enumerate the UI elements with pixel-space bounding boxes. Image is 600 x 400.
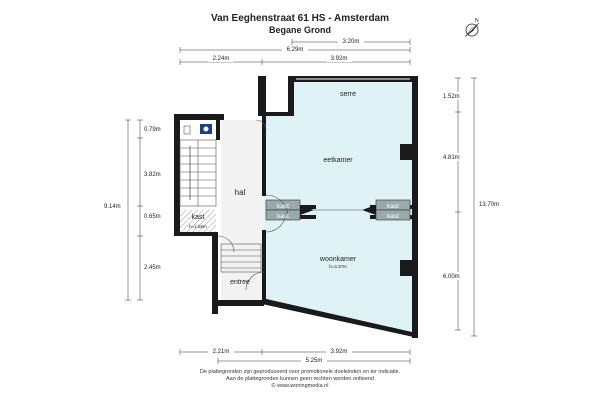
dim-top-d: 3.92m: [330, 56, 348, 62]
compass-icon: [465, 18, 479, 37]
entree-fill: [221, 272, 264, 300]
room-label-kast-2: kast: [277, 203, 289, 210]
dim-right-a: 1.52m: [443, 94, 460, 100]
room-label-kast-3: kast: [277, 213, 289, 220]
room-label-kast-4: kast: [387, 203, 399, 210]
dim-left-a: 0.79m: [144, 127, 161, 133]
dim-top-a: 3.20m: [342, 39, 360, 45]
dim-top-b: 6.29m: [286, 47, 304, 53]
room-label-hal: hal: [234, 188, 246, 197]
copyright-line: © www.woningmedia.nl: [271, 383, 329, 389]
dim-left-b: 3.82m: [144, 172, 161, 178]
room-label-entree: entree: [230, 279, 250, 286]
dim-right-c: 13.70m: [479, 202, 500, 208]
dim-bottom-a: 2.21m: [212, 349, 230, 355]
plan-title: Van Eeghenstraat 61 HS - Amsterdam: [210, 13, 390, 24]
dim-left-d: 0.65m: [144, 214, 161, 220]
dim-bottom-b: 3.92m: [330, 349, 348, 355]
staircase-upper: [180, 140, 216, 206]
room-label-kast-left: kast: [191, 214, 205, 221]
room-label-woonkamer: woonkamer: [319, 256, 357, 263]
room-label-eetkamer: eetkamer: [323, 157, 353, 164]
dim-right-d: 6.00m: [443, 274, 460, 280]
disclaimer-line-1: De plattegronden zijn geproduceerd voor promotionele doeleinden en ter indicatie.: [199, 369, 401, 375]
disclaimer-line-2: Aan de plattegronden kunnen geen rechten worden ontleend: [225, 376, 374, 382]
dim-left-e: 2.45m: [144, 265, 161, 271]
compass-north-label: N: [475, 18, 479, 24]
dim-top-c: 2.24m: [212, 56, 230, 62]
dim-left-c: 9.14m: [104, 204, 121, 210]
room-label-kast-left-height: h=1.56m: [189, 224, 207, 229]
floor-name: Begane Grond: [268, 25, 331, 35]
room-label-kast-5: kast: [387, 213, 399, 220]
room-label-serre: serre: [340, 91, 356, 98]
room-label-woonkamer-height: h=3.37m: [329, 264, 347, 269]
dim-bottom-c: 5.25m: [305, 358, 323, 364]
dim-right-b: 4.81m: [443, 155, 460, 161]
